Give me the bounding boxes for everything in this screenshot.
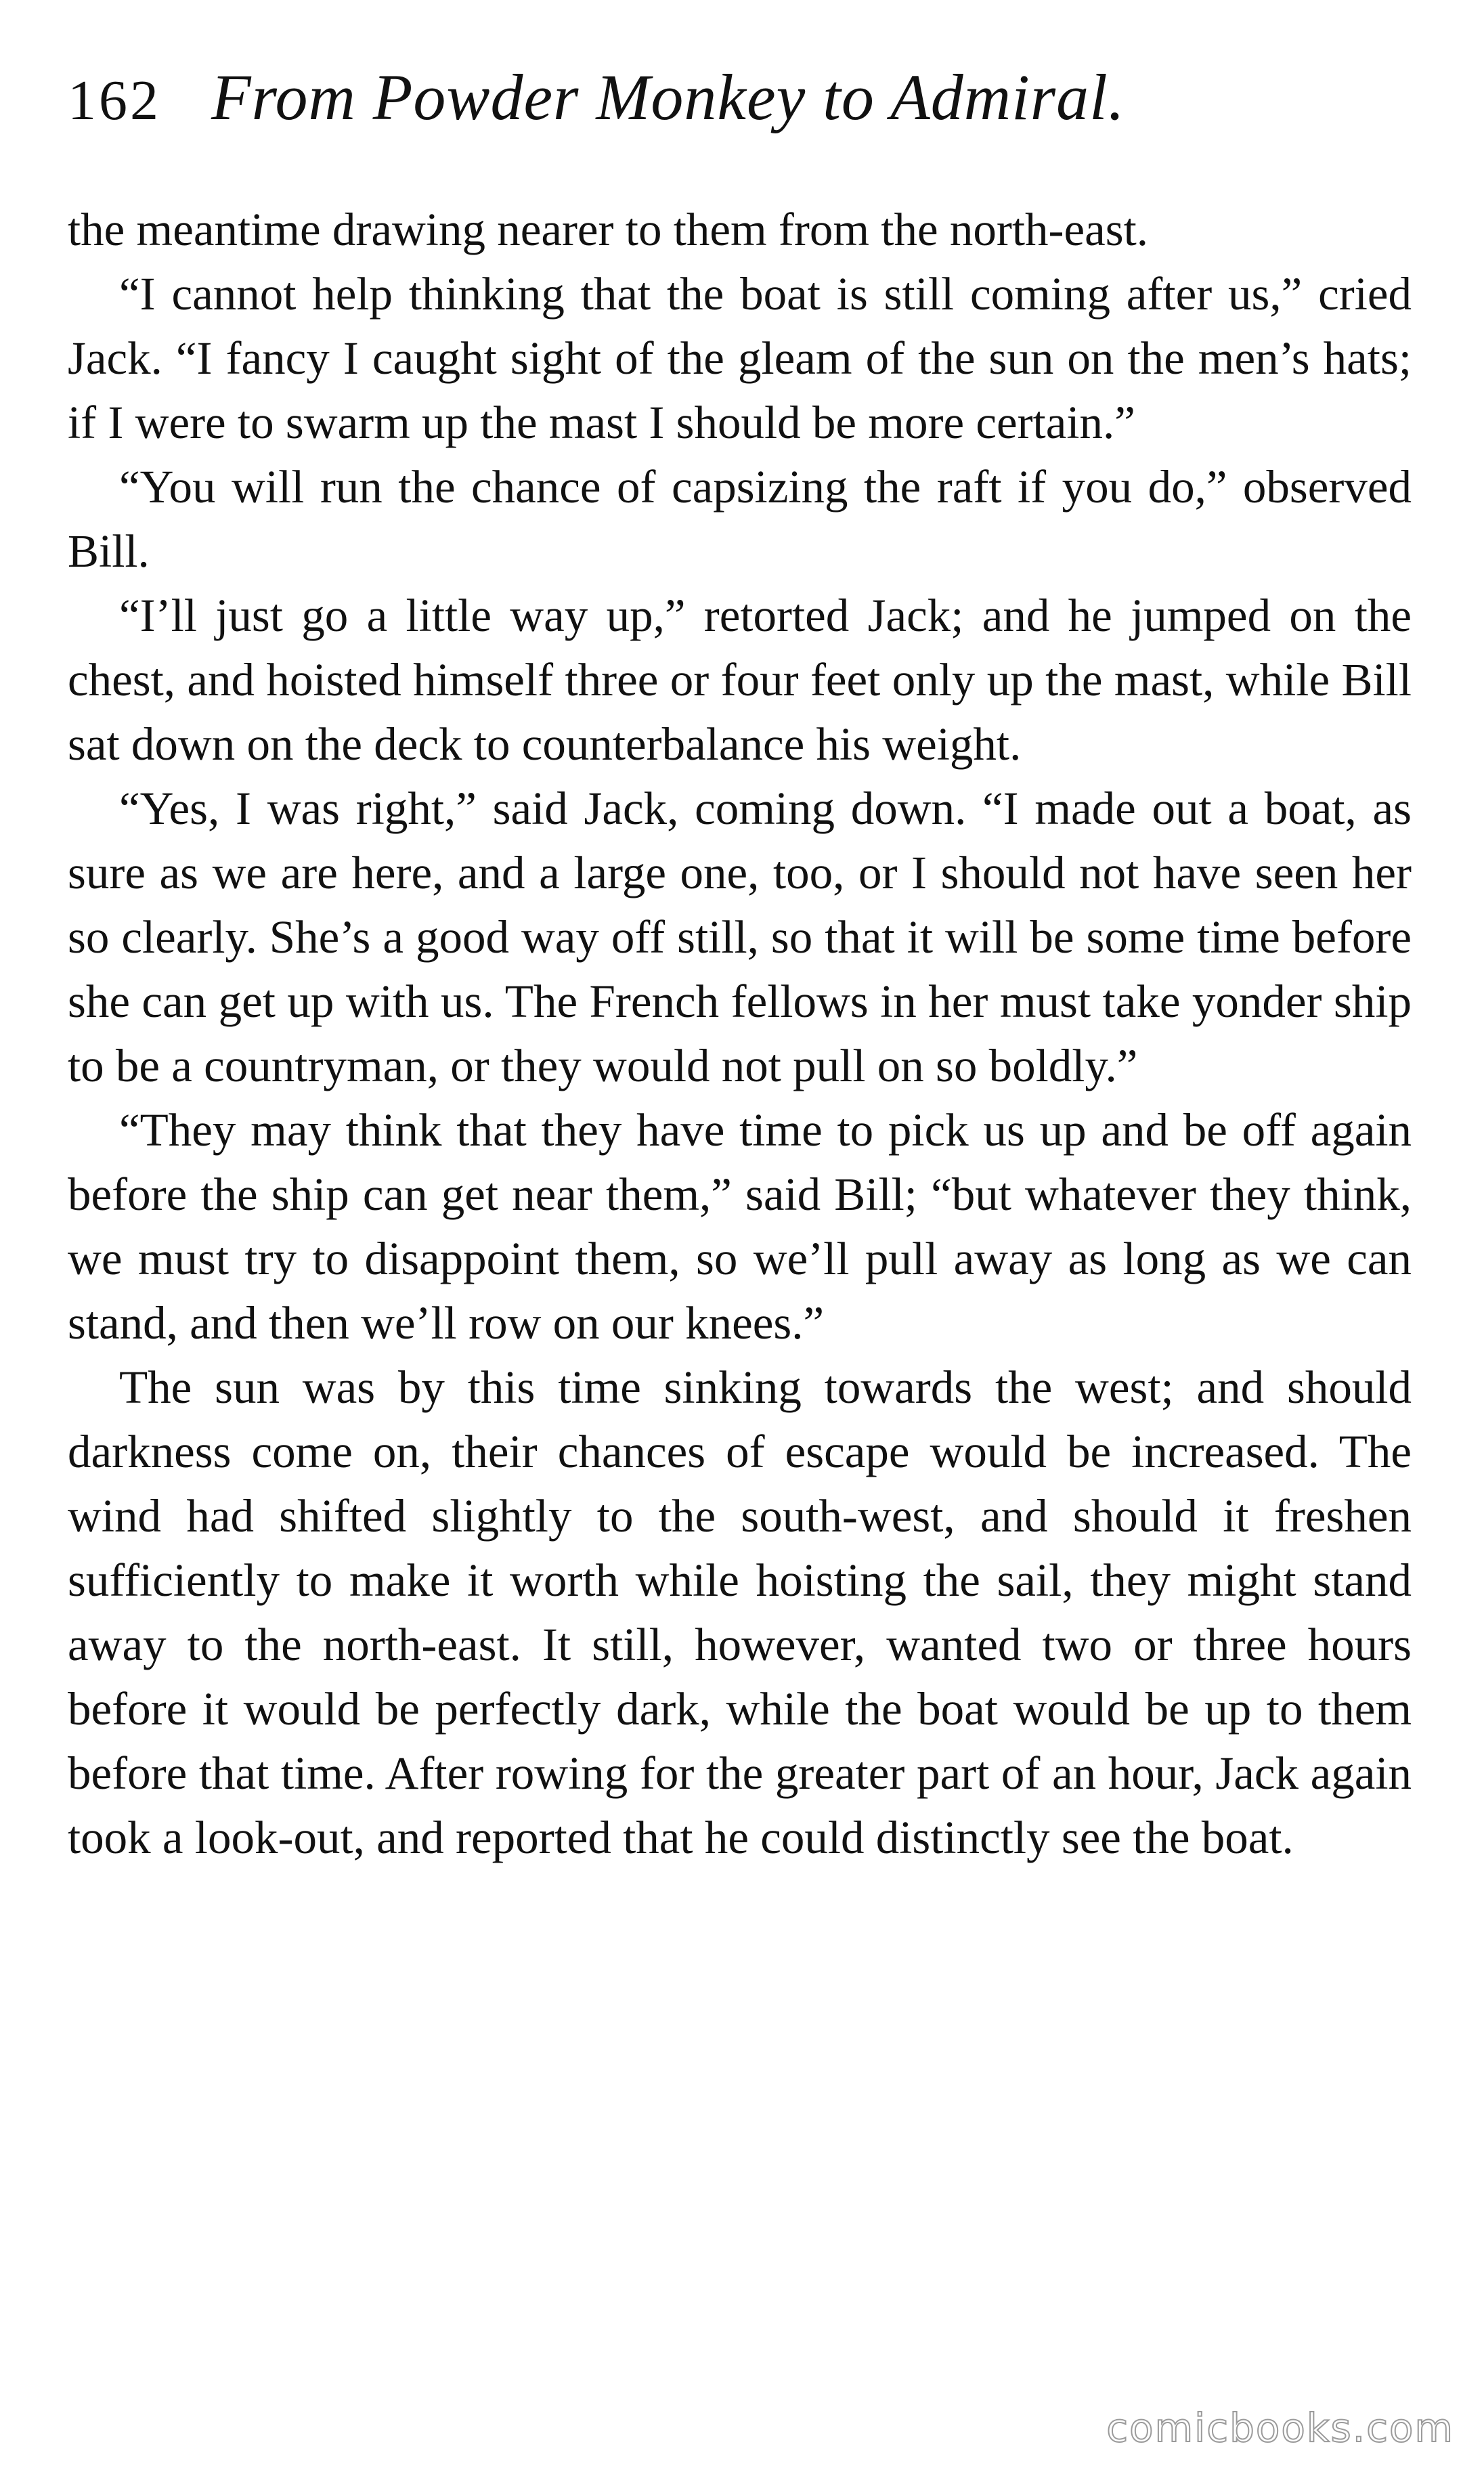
paragraph: “You will run the chance of capsizing the raft if you do,” observed Bill. [68,461,1412,577]
body-text [68,198,1412,1870]
paragraph: “I cannot help thinking that the boat is still coming after us,” cried Jack. “I fancy I caught sight of the gleam of the sun on the men’s hats; if I were to swarm up the mast I should be more certain.” [68,268,1412,448]
page-header [68,60,1388,148]
watermark: comicbooks.com [1106,2405,1454,2451]
paragraph: “They may think that they have time to pick us up and be off again before the ship can get near them,” said Bill; “but whatever they think, we must try to disappoint them, so we’ll pull away as long as we can stand, and then we’ll row on our knees.” [68,1104,1412,1349]
page-number: 162 [68,69,161,132]
running-title: From Powder Monkey to Admiral. [211,61,1125,133]
paragraph: “I’ll just go a little way up,” retorted Jack; and he jumped on the chest, and hoisted himself three or four feet only up the mast, while Bill sat down on the deck to counterbalance his weight. [68,590,1412,770]
paragraph: The sun was by this time sinking towards the west; and should darkness come on, their chances of escape would be increased. The wind had shifted slightly to the south-west, and should it freshen sufficiently to make it worth while hoisting the sail, they might stand away to the north-east. It still, however, wanted two or three hours before it would be perfectly dark, while the boat would be up to them before that time. After rowing for the greater part of an hour, Jack again took a look-out, and reported that he could distinctly see the boat. [68,1362,1412,1863]
paragraph: the meantime drawing nearer to them from the north-east. [68,204,1148,255]
paragraph: “Yes, I was right,” said Jack, coming down. “I made out a boat, as sure as we are here, and a large one, too, or I should not have seen her so clearly. She’s a good way off still, so that it will be some time before she can get up with us. The French fellows in her must take yonder ship to be a countryman, or they would not pull on so boldly.” [68,783,1412,1091]
